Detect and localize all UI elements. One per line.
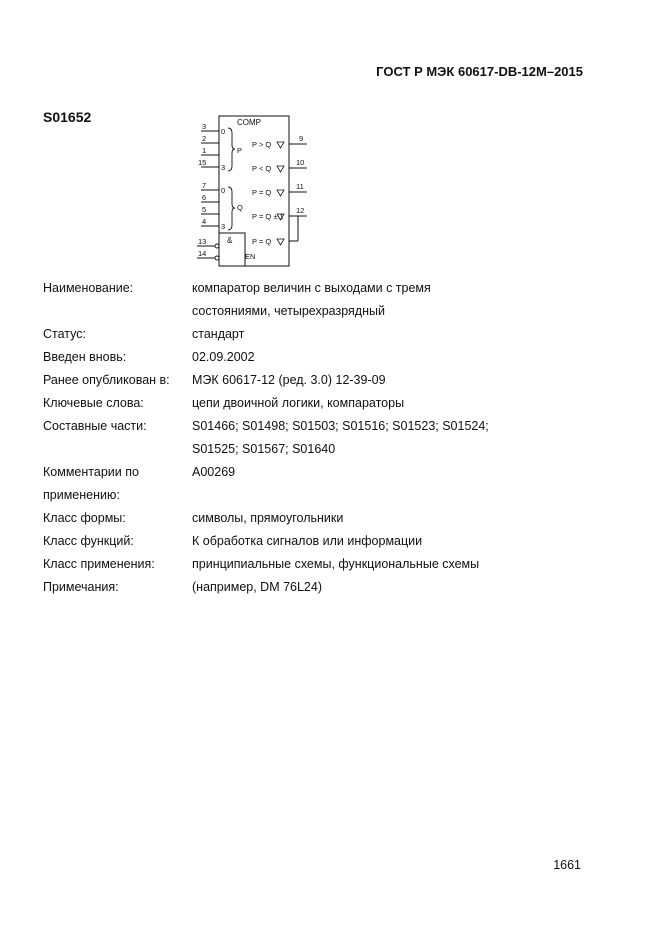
outputs — [252, 134, 307, 246]
field-label: Наименование: — [43, 281, 134, 295]
q-bit-3: 3 — [221, 222, 226, 231]
field-row — [43, 323, 603, 346]
field-value: цепи двоичной логики, компараторы — [192, 396, 405, 410]
field-label: Класс функций: — [43, 534, 134, 548]
pin-9: 9 — [299, 134, 304, 143]
attribute-table — [43, 277, 603, 599]
tri-state-icon — [277, 190, 284, 196]
field-value: (например, DM 76L24) — [192, 580, 322, 594]
tri-state-icon — [277, 142, 284, 148]
field-value: К обработка сигналов или информации — [192, 534, 423, 548]
group-p-label: P — [237, 146, 243, 155]
group-q-label: Q — [237, 203, 243, 212]
symbol-title: COMP — [237, 118, 261, 127]
en-label: EN — [245, 252, 256, 261]
p-bit-0: 0 — [221, 127, 226, 136]
field-label: Примечания: — [43, 580, 119, 594]
p-inputs — [198, 122, 219, 167]
q-inputs — [201, 181, 219, 226]
field-value: МЭК 60617-12 (ред. 3.0) 12-39-09 — [192, 373, 386, 387]
field-value: A00269 — [192, 465, 236, 479]
field-label: Составные части: — [43, 419, 147, 433]
field-row — [43, 461, 603, 507]
pin-3: 3 — [202, 122, 207, 131]
pin-10: 10 — [296, 158, 305, 167]
pin-4: 4 — [202, 217, 207, 226]
p-brace — [228, 128, 235, 171]
tri-state-icon — [277, 239, 284, 245]
field-value: компаратор величин с выходами с тремя состояниями, четырехразрядный — [192, 281, 431, 318]
pin-7: 7 — [202, 181, 207, 190]
field-row — [43, 576, 603, 599]
field-label: Статус: — [43, 327, 86, 341]
pin-13: 13 — [198, 237, 207, 246]
enable-inputs — [197, 237, 219, 260]
q-bit-0: 0 — [221, 186, 226, 195]
output-label-eq-en: P = Q — [252, 237, 272, 246]
field-value: 02.09.2002 — [192, 350, 255, 364]
field-label: Комментарии по применению: — [43, 465, 139, 502]
pin-2: 2 — [202, 134, 207, 143]
pin-5: 5 — [202, 205, 207, 214]
field-row — [43, 369, 603, 392]
q-brace — [228, 187, 235, 230]
pin-6: 6 — [202, 193, 207, 202]
field-row — [43, 392, 603, 415]
field-label: Класс применения: — [43, 557, 155, 571]
comparator-symbol — [195, 114, 315, 272]
field-row — [43, 530, 603, 553]
pin-15: 15 — [198, 158, 207, 167]
output-label-gt: P > Q — [252, 140, 272, 149]
p-bit-3: 3 — [221, 163, 226, 172]
pin-11: 11 — [296, 182, 304, 191]
pin-14: 14 — [198, 249, 207, 258]
field-value: стандарт — [192, 327, 245, 341]
and-label: & — [227, 236, 233, 245]
output-label-lt: P < Q — [252, 164, 272, 173]
output-label-eq: P = Q — [252, 188, 272, 197]
symbol-code: S01652 — [43, 109, 92, 125]
field-row — [43, 553, 603, 576]
field-label: Введен вновь: — [43, 350, 127, 364]
pin-1: 1 — [202, 146, 207, 155]
field-row — [43, 507, 603, 530]
output-label-pm1: P = Q ± 1 — [252, 212, 284, 221]
standard-header: ГОСТ Р МЭК 60617-DB-12M–2015 — [376, 64, 583, 79]
field-label: Ключевые слова: — [43, 396, 144, 410]
field-label: Класс формы: — [43, 511, 126, 525]
field-value: S01466; S01498; S01503; S01516; S01523; S01524; S01525; S01567; S01640 — [192, 419, 489, 456]
field-row — [43, 346, 603, 369]
field-label: Ранее опубликован в: — [43, 373, 170, 387]
page-number: 1661 — [553, 858, 581, 872]
pin-12: 12 — [296, 206, 305, 215]
field-value: символы, прямоугольники — [192, 511, 344, 525]
tri-state-icon — [277, 166, 284, 172]
field-row — [43, 415, 603, 461]
field-value: принципиальные схемы, функциональные схемы — [192, 557, 480, 571]
field-row — [43, 277, 603, 323]
